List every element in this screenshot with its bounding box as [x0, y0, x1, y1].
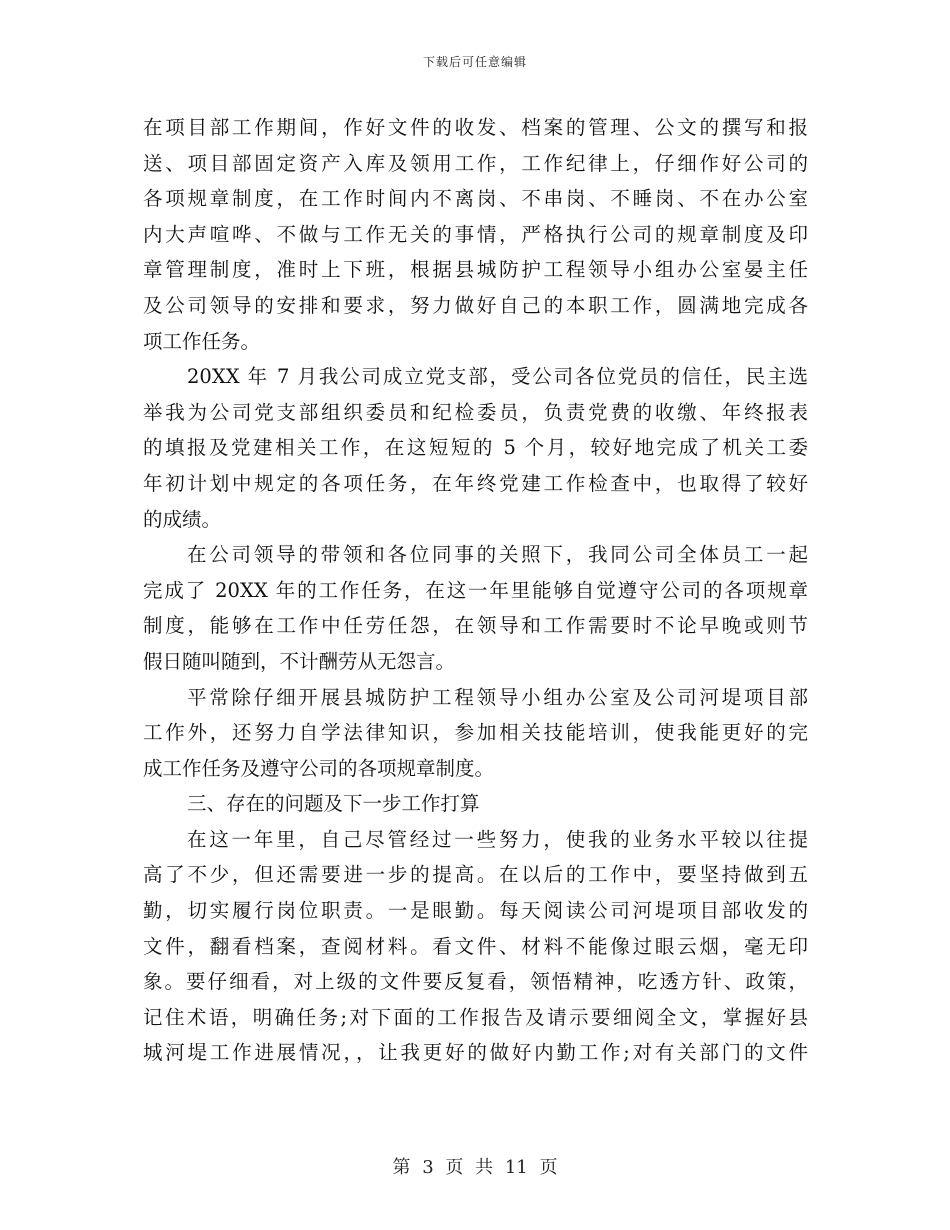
page-header: 下载后可任意编辑 — [422, 55, 527, 69]
text-line: 完成了 20XX 年的工作任务，在这一年里能够自觉遵守公司的各项规章 — [143, 578, 808, 602]
text-line: 各项规章制度，在工作时间内不离岗、不串岗、不睡岗、不在办公室 — [143, 187, 808, 211]
text-line: 制度，能够在工作中任劳任怨，在领导和工作需要时不论早晚或则节 — [143, 614, 808, 638]
text-line: 内大声喧哗、不做与工作无关的事情，严格执行公司的规章制度及印 — [143, 222, 808, 246]
text-line: 文件，翻看档案，查阅材料。看文件、材料不能像过眼云烟，毫无印 — [143, 934, 808, 958]
text-line: 的填报及党建相关工作，在这短短的 5 个月，较好地完成了机关工委 — [143, 436, 808, 460]
text-line: 高了不少，但还需要进一步的提高。在以后的工作中，要坚持做到五 — [143, 863, 808, 887]
text-line: 在项目部工作期间，作好文件的收发、档案的管理、公文的撰写和报 — [143, 116, 808, 139]
text-line: 在公司领导的带领和各位同事的关照下，我同公司全体员工一起 — [187, 543, 808, 567]
section-heading: 三、存在的问题及下一步工作打算 — [187, 792, 480, 816]
text-line: 在这一年里，自己尽管经过一些努力，使我的业务水平较以往提 — [187, 827, 808, 851]
text-line: 勤，切实履行岗位职责。一是眼勤。每天阅读公司河堤项目部收发的 — [143, 899, 808, 923]
text-line: 项工作任务。 — [143, 329, 261, 353]
text-line: 成工作任务及遵守公司的各项规章制度。 — [143, 756, 495, 780]
text-line: 假日随叫随到，不计酬劳从无怨言。 — [143, 649, 456, 673]
page-number: 第 3 页 共 11 页 — [392, 1157, 558, 1178]
text-line: 20XX 年 7 月我公司成立党支部，受公司各位党员的信任，民主选 — [187, 365, 808, 389]
text-line: 送、项目部固定资产入库及领用工作，工作纪律上，仔细作好公司的 — [143, 151, 808, 175]
text-line: 记住术语，明确任务;对下面的工作报告及请示要细阅全文，掌握好县 — [143, 1005, 808, 1029]
text-line: 城河堤工作进展情况，，让我更好的做好内勤工作;对有关部门的文件 — [143, 1041, 808, 1065]
text-line: 章管理制度，准时上下班，根据县城防护工程领导小组办公室晏主任 — [143, 258, 808, 282]
text-line: 及公司领导的安排和要求，努力做好自己的本职工作，圆满地完成各 — [143, 293, 808, 317]
text-line: 工作外，还努力自学法律知识，参加相关技能培训，使我能更好的完 — [143, 721, 808, 745]
text-line: 举我为公司党支部组织委员和纪检委员，负责党费的收缴、年终报表 — [143, 400, 808, 424]
text-line: 年初计划中规定的各项任务，在年终党建工作检查中，也取得了较好 — [143, 471, 808, 495]
document-body — [143, 110, 808, 1071]
text-line: 的成绩。 — [143, 507, 222, 531]
text-line: 平常除仔细开展县城防护工程领导小组办公室及公司河堤项目部 — [187, 685, 808, 709]
text-line: 象。要仔细看，对上级的文件要反复看，领悟精神，吃透方针、政策， — [143, 970, 808, 994]
